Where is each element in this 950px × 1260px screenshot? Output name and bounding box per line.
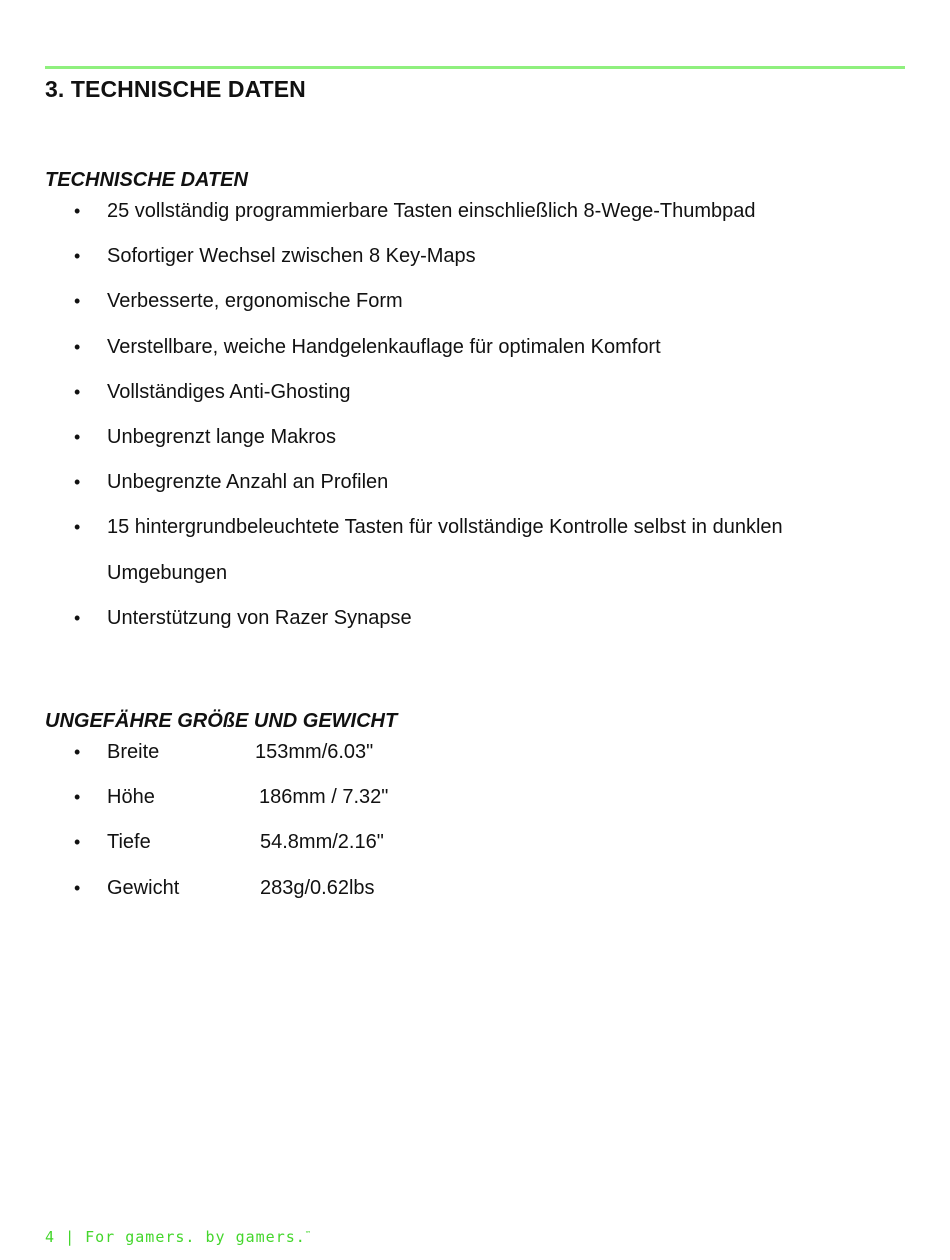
bullet-icon: •	[74, 291, 81, 312]
bullet-icon: •	[74, 246, 81, 267]
spec-text: 25 vollständig programmierbare Tasten einschließlich 8-Wege-Thumbpad	[107, 200, 756, 222]
page-number: 4	[45, 1228, 56, 1246]
list-item	[74, 370, 894, 415]
spec-text: Unbegrenzte Anzahl an Profilen	[107, 471, 389, 494]
bullet-icon: •	[74, 472, 81, 493]
list-item	[74, 820, 894, 865]
header-rule	[45, 66, 905, 69]
list-item	[74, 189, 894, 234]
bullet-icon: •	[74, 742, 81, 762]
list-item	[74, 730, 894, 775]
list-item	[74, 325, 894, 370]
spec-text: 15 hintergrundbeleuchtete Tasten für vollständige Kontrolle selbst in dunklen Umgebungen	[107, 516, 783, 584]
dimension-label: Breite	[107, 741, 160, 763]
footer-tagline: For gamers. by gamers.	[85, 1228, 306, 1246]
dimension-value: 186mm / 7.32"	[259, 786, 389, 809]
bullet-icon: •	[74, 607, 81, 628]
list-item	[74, 460, 894, 505]
bullet-icon: •	[74, 201, 81, 221]
list-item	[74, 866, 894, 911]
list-item	[74, 505, 894, 595]
size-heading: UNGEFÄHRE GRÖßE UND GEWICHT	[45, 710, 398, 732]
bullet-icon: •	[74, 787, 81, 808]
list-item	[74, 415, 894, 460]
page-footer	[45, 1228, 311, 1246]
bullet-icon: •	[74, 877, 81, 898]
list-item	[74, 596, 894, 641]
spec-text: Sofortiger Wechsel zwischen 8 Key-Maps	[107, 245, 476, 268]
size-list	[74, 730, 894, 911]
spec-text: Verbesserte, ergonomische Form	[107, 290, 403, 313]
list-item	[74, 234, 894, 279]
spec-text: Vollständiges Anti-Ghosting	[107, 380, 351, 403]
list-item	[74, 775, 894, 820]
bullet-icon: •	[74, 517, 81, 538]
bullet-icon: •	[74, 832, 81, 853]
specs-heading: TECHNISCHE DATEN	[45, 169, 248, 191]
spec-text: Unterstützung von Razer Synapse	[107, 606, 412, 629]
spec-text: Verstellbare, weiche Handgelenkauflage für optimalen Komfort	[107, 335, 661, 358]
page-title: 3. TECHNISCHE DATEN	[45, 76, 306, 102]
dimension-label: Gewicht	[107, 876, 180, 899]
bullet-icon: •	[74, 336, 81, 357]
dimension-value: 54.8mm/2.16"	[260, 831, 384, 854]
footer-separator: |	[65, 1228, 76, 1246]
dimension-value: 283g/0.62lbs	[260, 876, 375, 899]
list-item	[74, 279, 894, 324]
spec-text: Unbegrenzt lange Makros	[107, 426, 337, 449]
trademark-symbol: ™	[305, 1230, 312, 1238]
specs-list	[74, 189, 894, 641]
dimension-label: Tiefe	[107, 831, 151, 854]
dimension-value: 153mm/6.03"	[255, 741, 374, 763]
bullet-icon: •	[74, 381, 81, 402]
bullet-icon: •	[74, 427, 81, 448]
dimension-label: Höhe	[107, 786, 155, 809]
